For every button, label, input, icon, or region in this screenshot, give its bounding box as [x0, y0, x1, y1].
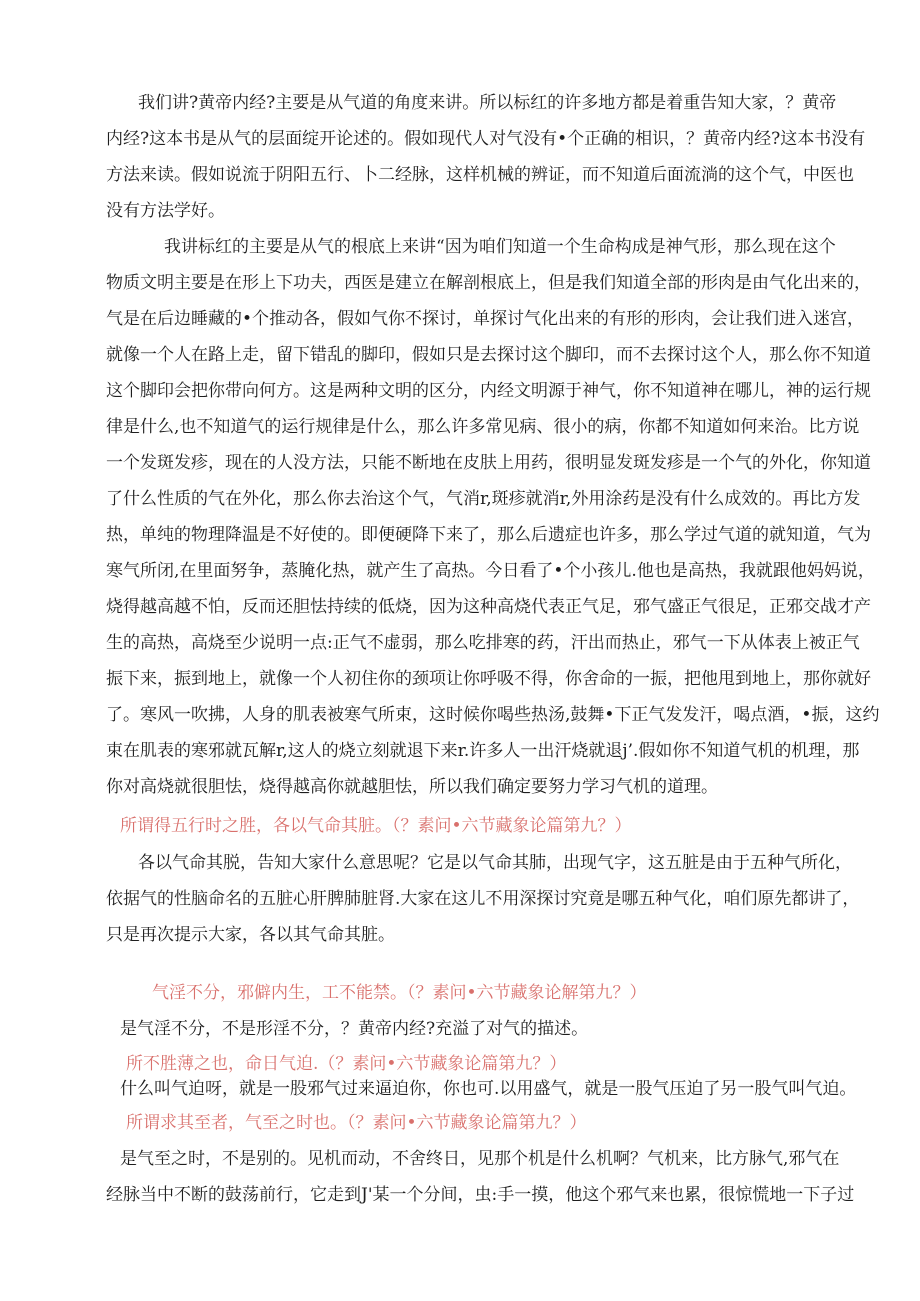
paragraph-6-line-1: 是气至之时，不是别的。见机而动，不舍终日，见那个机是什么机啊？气机来，比方脉气,邪气在: [120, 1149, 840, 1169]
paragraph-2-line-5: 这个脚印会把你带向何方。这是两种文明的区分，内经文明源于神气，你不知道神在哪儿，神的运行规: [106, 381, 871, 401]
paragraph-2-line-13: 振下来，振到地上，就像一个人初住你的颈项让你呼吸不得，你舍命的一振，把他甩到地上，那你就好: [106, 669, 871, 689]
paragraph-2-line-1: 我讲标红的主要是从气的根底上来讲“因为咱们知道一个生命构成是神气形，那么现在这个: [164, 237, 836, 257]
paragraph-3-line-1: 各以气命其脱，告知大家什么意思呢？它是以气命其肺，出现气字，这五脏是由于五种气所化，: [138, 853, 852, 873]
paragraph-2-line-8: 了什么性质的气在外化，那么你去治这个气，气消r,斑疹就消r,外用涂药是没有什么成效的。再比方发: [106, 489, 861, 509]
paragraph-2-line-16: 你对高烧就很胆怯，烧得越高你就越胆怯，所以我们确定要努力学习气机的道理。: [106, 777, 718, 797]
paragraph-2-line-9: 热，单纯的物理降温是不好使的。即便硬降下来了，那么后遗症也许多，那么学过气道的就知道，气为: [106, 525, 871, 545]
paragraph-2-line-15: 束在肌表的寒邪就瓦解r,这人的烧立刻就退下来r.许多人一出汗烧就退j’.假如你不知道气机的机理，那: [106, 741, 860, 761]
quote-2: 气淫不分，邪僻内生，工不能禁。（？素问•六节藏象论解第九？）: [152, 983, 647, 1003]
paragraph-6-line-2: 经脉当中不断的鼓荡前行，它走到J'某一个分间，虫:手一摸，他这个邪气来也累，很惊慌地一下子过: [106, 1185, 855, 1205]
paragraph-2-line-6: 律是什么,也不知道气的运行规律是什么，那么许多常见病、很小的病，你都不知道如何来治。比方说: [106, 417, 860, 437]
paragraph-1-line-3: 方法来读。假如说流于阴阳五行、卜二经脉，这样机械的辨证，而不知道后面流淌的这个气，中医也: [106, 165, 854, 185]
paragraph-2-line-3: 气是在后边睡藏的•个推动各，假如气你不探讨，单探讨气化出来的有形的形肉，会让我们进入迷宫，: [106, 309, 865, 329]
paragraph-3-line-2: 依据气的性脑命名的五脏心肝脾肺脏肾.大家在这儿不用深探讨究竟是哪五种气化，咱们原先都讲了，: [106, 889, 860, 909]
paragraph-1-line-2: 内经?这本书是从气的层面绽开论述的。假如现代人对气没有•个正确的相识，？黄帝内经?这本书没有: [106, 129, 866, 149]
quote-1: 所谓得五行时之胜，各以气命其脏。（？素问•六节藏象论篇第九？）: [120, 816, 632, 836]
paragraph-2-line-11: 烧得越高越不怕，反而还胆怯持续的低烧，因为这种高烧代表正气足，邪气盛正气很足，正邪交战才产: [106, 597, 871, 617]
paragraph-2-line-10: 寒气所闭,在里面努争，蒸腌化热，就产生了高热。今日看了•个小孩儿.他也是高热，我就跟他妈妈说，: [106, 561, 875, 581]
paragraph-2-line-4: 就像一个人在路上走，留下错乱的脚印，假如只是去探讨这个脚印，而不去探讨这个人，那么你不知道: [106, 345, 871, 365]
paragraph-4-line-1: 是气淫不分，不是形淫不分，？黄帝内经?充溢了对气的描述。: [120, 1019, 589, 1039]
paragraph-3-line-3: 只是再次提示大家，各以其气命其脏。: [106, 925, 395, 945]
paragraph-2-line-7: 一个发斑发疹，现在的人没方法，只能不断地在皮肤上用药，很明显发斑发疹是一个气的外化，你知道: [106, 453, 871, 473]
quote-4: 所谓求其至者，气至之时也。（？素问•六节藏象论篇第九？）: [126, 1113, 587, 1133]
paragraph-1-line-1: 我们讲?黄帝内经?主要是从气道的角度来讲。所以标红的许多地方都是着重告知大家，？黄帝: [138, 93, 837, 113]
paragraph-2-line-14: 了。寒风一吹拂，人身的肌表被寒气所束，这时候你喝些热汤,鼓舞•下正气发发汗，喝点酒，•振，这约: [106, 705, 880, 725]
paragraph-5-line-1: 什么叫气迫呀，就是一股邪气过来逼迫你，你也可.以用盛气，就是一股气压迫了另一股气叫气迫。: [120, 1079, 857, 1099]
paragraph-2-line-12: 生的高热，高烧至少说明一点:正气不虚弱，那么吃排寒的药，汗出而热止，邪气一下从体表上被正气: [106, 633, 860, 653]
paragraph-1-line-4: 没有方法学好。: [106, 201, 225, 221]
paragraph-2-line-2: 物质文明主要是在形上下功夫，西医是建立在解剖根底上，但是我们知道全部的形肉是由气化出来的，: [106, 273, 871, 293]
quote-3: 所不胜薄之也，命日气迫.（？素问•六节藏象论篇第九？）: [126, 1054, 567, 1074]
